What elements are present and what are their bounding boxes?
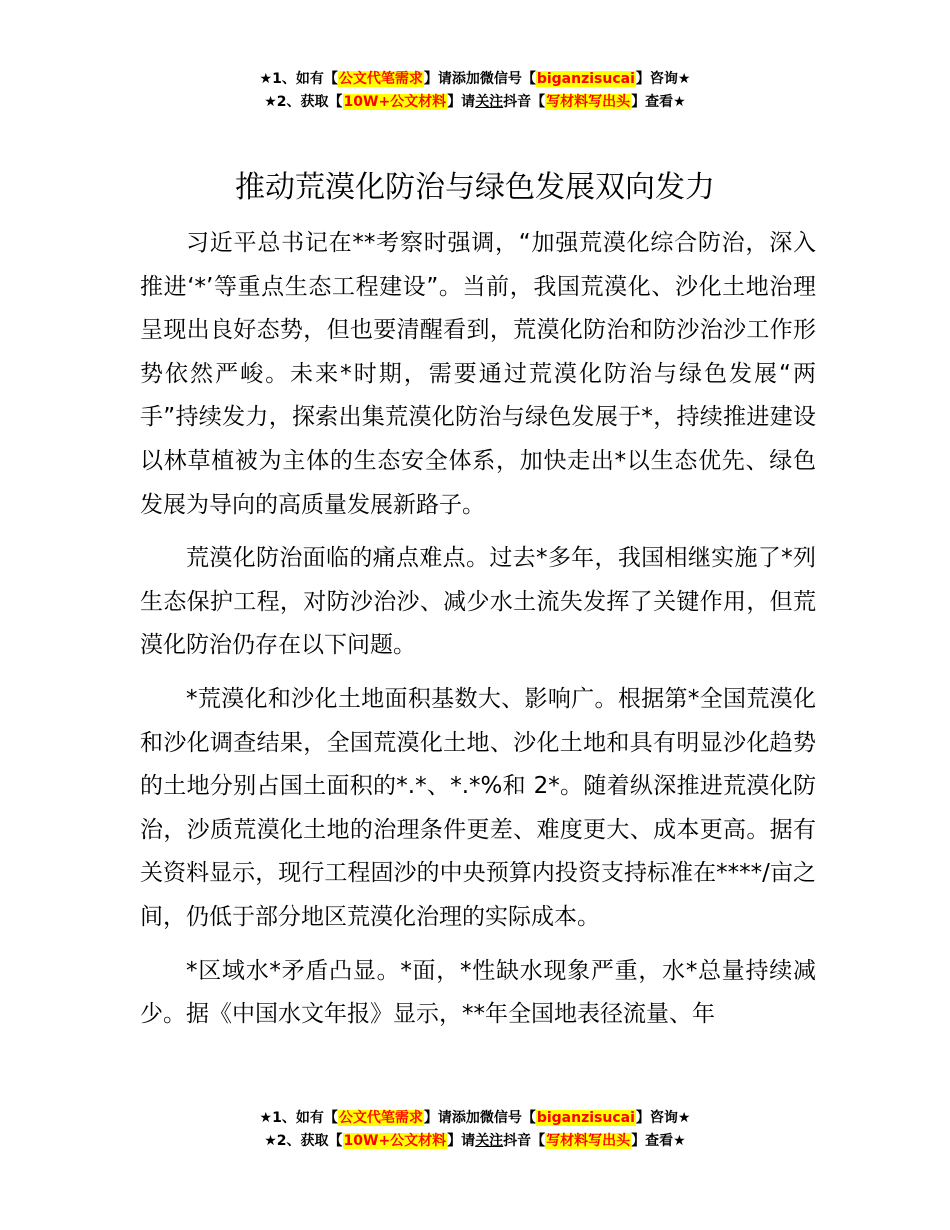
promo-highlight-materials: 10W+公文材料 (343, 1133, 447, 1149)
promo-line-2 (0, 91, 950, 114)
promo-underlined-follow: 关注 (475, 1133, 504, 1149)
promo-text: ★1、如有【 (259, 71, 338, 87)
promo-highlight-douyin-account: 写材料写出头 (546, 94, 631, 110)
body-paragraph: 习近平总书记在**考察时强调，“加强荒漠化综合防治，深入推进‘*’等重点生态工程建设”。当前，我国荒漠化、沙化土地治理呈现出良好态势，但也要清醒看到，荒漠化防治和防沙治沙工作形势依然严峻。未来*时期，需要通过荒漠化防治与绿色发展“两手”持续发力，探索出集荒漠化防治与绿色发展于*，持续推进建设以林草植被为主体的生态安全体系，加快走出*以生态优先、绿色发展为导向的高质量发展新路子。 (140, 230, 816, 518)
promo-highlight-wechat-id: biganzisucai (536, 1110, 635, 1126)
promo-highlight-materials: 10W+公文材料 (343, 94, 447, 110)
promo-text: ★2、获取【 (264, 1133, 343, 1149)
promo-text: ★1、如有【 (259, 1110, 338, 1126)
promo-text: 抖音【 (503, 1133, 546, 1149)
promo-highlight-service: 公文代笔需求 (338, 1110, 423, 1126)
promo-text: 】请添加微信号【 (423, 1110, 536, 1126)
body-paragraph: *荒漠化和沙化土地面积基数大、影响广。根据第*全国荒漠化和沙化调查结果，全国荒漠化土地、沙化土地和具有明显沙化趋势的土地分别占国土面积的*.*、*.*%和 2*。随着纵深推进荒漠化防治，沙质荒漠化土地的治理条件更差、难度更大、成本更高。据有关资料显示，现行工程固沙的中央预算内投资支持标准在****/亩之间，仍低于部分地区荒漠化治理的实际成本。 (140, 685, 816, 930)
promo-text: 】请 (447, 1133, 476, 1149)
document-title: 推动荒漠化防治与绿色发展双向发力 (235, 170, 715, 205)
promo-line-1 (0, 1107, 950, 1130)
footer-promo-banner (0, 1107, 950, 1153)
promo-text: ★2、获取【 (264, 94, 343, 110)
header-promo-banner (0, 68, 950, 114)
promo-underlined-follow: 关注 (475, 94, 504, 110)
promo-line-1 (0, 68, 950, 91)
promo-line-2 (0, 1130, 950, 1153)
promo-highlight-wechat-id: biganzisucai (536, 71, 635, 87)
document-body (140, 222, 816, 1037)
promo-highlight-douyin-account: 写材料写出头 (546, 1133, 631, 1149)
promo-text: 】查看★ (631, 94, 686, 110)
body-paragraph: 荒漠化防治面临的痛点难点。过去*多年，我国相继实施了*列生态保护工程，对防沙治沙、减少水土流失发挥了关键作用，但荒漠化防治仍存在以下问题。 (140, 545, 816, 659)
promo-text: 】查看★ (631, 1133, 686, 1149)
promo-text: 抖音【 (503, 94, 546, 110)
promo-text: 】咨询★ (635, 1110, 691, 1126)
promo-highlight-service: 公文代笔需求 (338, 71, 423, 87)
promo-text: 】请添加微信号【 (423, 71, 536, 87)
promo-text: 】请 (447, 94, 476, 110)
promo-text: 】咨询★ (635, 71, 691, 87)
body-paragraph: *区域水*矛盾凸显。*面，*性缺水现象严重，水*总量持续减少。据《中国水文年报》显示，**年全国地表径流量、年 (140, 957, 816, 1028)
